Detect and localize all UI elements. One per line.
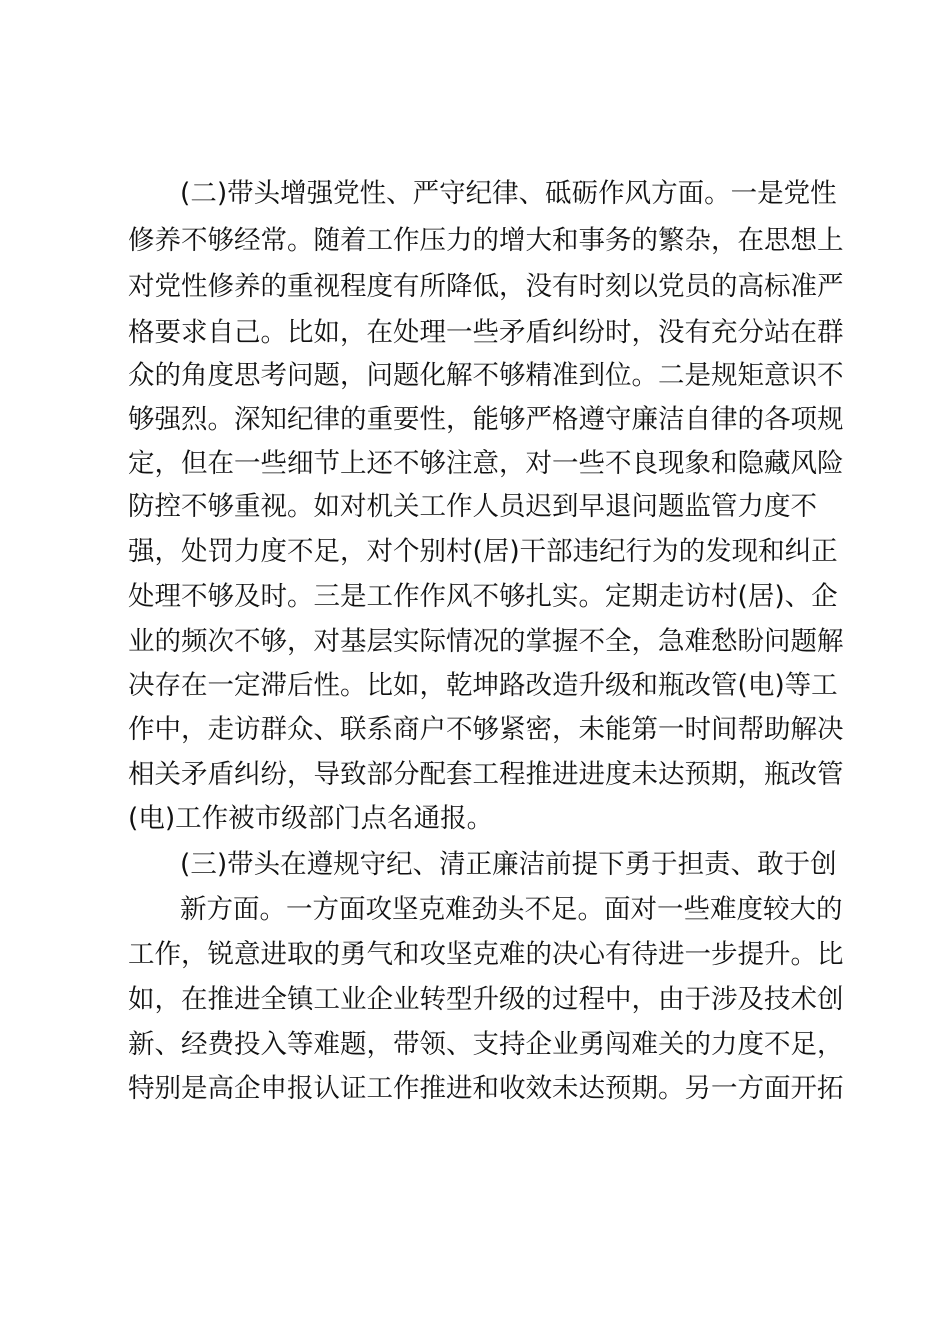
paragraph-line: 格要求自己。比如，在处理一些矛盾纠纷时，没有充分站在群: [128, 317, 844, 348]
paragraph-line: 修养不够经常。随着工作压力的增大和事务的繁杂，在思想上: [128, 225, 844, 256]
paragraph-line: 防控不够重视。如对机关工作人员迟到早退问题监管力度不: [128, 491, 817, 522]
paragraph-line: 如，在推进全镇工业企业转型升级的过程中，由于涉及技术创: [128, 984, 844, 1015]
paragraph-line: 特别是高企申报认证工作推进和收效未达预期。另一方面开拓: [128, 1073, 844, 1104]
paragraph-line: 工作，锐意进取的勇气和攻坚克难的决心有待进一步提升。比: [128, 939, 844, 970]
paragraph-line: 相关矛盾纠纷，导致部分配套工程推进进度未达预期，瓶改管: [128, 759, 844, 790]
paragraph-line: 新、经费投入等难题，带领、支持企业勇闯难关的力度不足，: [128, 1029, 844, 1060]
paragraph-line: 定，但在一些细节上还不够注意，对一些不良现象和隐藏风险: [128, 448, 844, 479]
paragraph-line: 众的角度思考问题，问题化解不够精准到位。二是规矩意识不: [128, 360, 844, 391]
paragraph-line: 作中，走访群众、联系商户不够紧密，未能第一时间帮助解决: [128, 714, 844, 745]
paragraph-line: 够强烈。深知纪律的重要性，能够严格遵守廉洁自律的各项规: [128, 404, 844, 435]
paragraph-line: 对党性修养的重视程度有所降低，没有时刻以党员的高标准严: [128, 271, 844, 302]
paragraph-line: (三)带头在遵规守纪、清正廉洁前提下勇于担责、敢于创: [180, 849, 837, 880]
paragraph-line: 处理不够及时。三是工作作风不够扎实。定期走访村(居)、企: [128, 581, 838, 612]
paragraph-line: 决存在一定滞后性。比如，乾坤路改造升级和瓶改管(电)等工: [128, 670, 838, 701]
paragraph-line: 强，处罚力度不足，对个别村(居)干部违纪行为的发现和纠正: [128, 536, 838, 567]
paragraph-line: (二)带头增强党性、严守纪律、砥砺作风方面。一是党性: [180, 178, 837, 209]
paragraph-line: (电)工作被市级部门点名通报。: [128, 803, 494, 834]
paragraph-line: 新方面。一方面攻坚克难劲头不足。面对一些难度较大的: [180, 894, 843, 925]
paragraph-line: 业的频次不够，对基层实际情况的掌握不全，急难愁盼问题解: [128, 626, 844, 657]
